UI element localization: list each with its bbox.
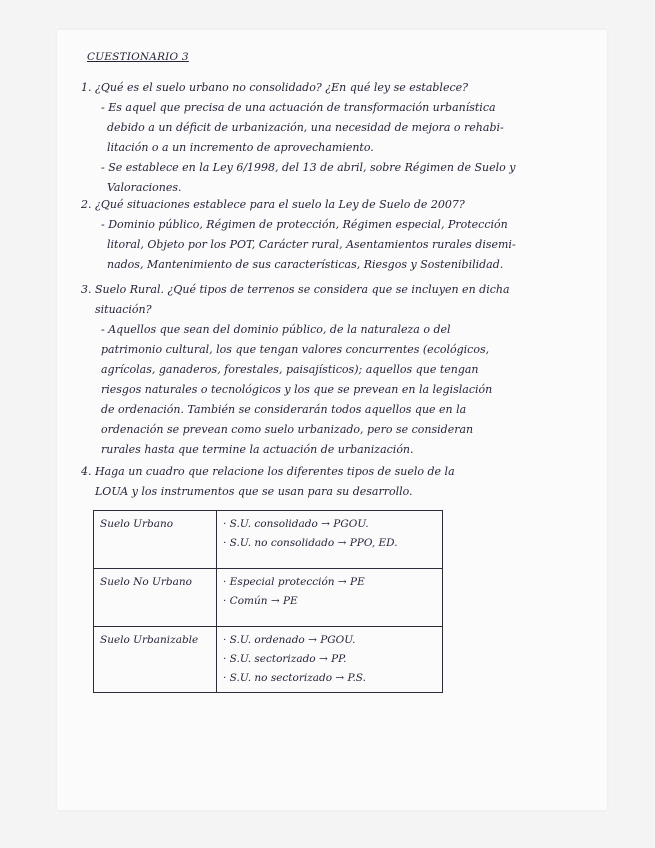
instrument-item: · S.U. no sectorizado → P.S.	[223, 672, 366, 684]
soil-type-cell: Suelo Urbano	[94, 511, 217, 569]
question-4-text: LOUA y los instrumentos que se usan para su desarrollo.	[95, 485, 413, 498]
table-row	[94, 627, 443, 693]
question-3	[81, 280, 606, 460]
answer-line: nados, Mantenimiento de sus características, Riesgos y Sostenibilidad.	[107, 258, 504, 271]
answer-line: - Se establece en la Ley 6/1998, del 13 de abril, sobre Régimen de Suelo y	[101, 161, 516, 174]
answer-line: ordenación se prevean como suelo urbanizado, pero se consideran	[101, 423, 474, 436]
soil-type-cell: Suelo Urbanizable	[94, 627, 217, 693]
answer-line: - Dominio público, Régimen de protección, Régimen especial, Protección	[101, 218, 508, 231]
answer-line: riesgos naturales o tecnológicos y los que se prevean en la legislación	[101, 383, 493, 396]
answer-line: litoral, Objeto por los POT, Carácter rural, Asentamientos rurales disemi-	[107, 238, 516, 251]
instrument-item: · S.U. ordenado → PGOU.	[223, 634, 356, 646]
instruments-cell	[217, 569, 443, 627]
notebook-page	[57, 30, 607, 810]
question-3-text: 3. Suelo Rural. ¿Qué tipos de terrenos se considera que se incluyen en dicha	[81, 283, 510, 296]
question-4	[81, 462, 606, 502]
soil-types-table	[93, 510, 443, 693]
instrument-item: · S.U. consolidado → PGOU.	[223, 518, 369, 530]
instruments-cell	[217, 627, 443, 693]
table-row	[94, 569, 443, 627]
instrument-item: · Especial protección → PE	[223, 576, 365, 588]
question-2-text: 2. ¿Qué situaciones establece para el suelo la Ley de Suelo de 2007?	[81, 198, 465, 211]
answer-line: rurales hasta que termine la actuación de urbanización.	[101, 443, 414, 456]
answer-line: debido a un déficit de urbanización, una necesidad de mejora o rehabi-	[107, 121, 504, 134]
answer-line: - Es aquel que precisa de una actuación de transformación urbanística	[101, 101, 496, 114]
answer-line: litación o a un incremento de aprovechamiento.	[107, 141, 374, 154]
question-2	[81, 195, 606, 275]
answer-line: patrimonio cultural, los que tengan valores concurrentes (ecológicos,	[101, 343, 490, 356]
instrument-item: · S.U. sectorizado → PP.	[223, 653, 347, 665]
table-row	[94, 511, 443, 569]
soil-type-cell: Suelo No Urbano	[94, 569, 217, 627]
answer-line: - Aquellos que sean del dominio público, de la naturaleza o del	[101, 323, 451, 336]
answer-line: Valoraciones.	[107, 181, 182, 194]
instrument-item: · Común → PE	[223, 595, 298, 607]
page-title: CUESTIONARIO 3	[87, 51, 189, 63]
question-3-text: situación?	[95, 303, 152, 316]
question-1-text: 1. ¿Qué es el suelo urbano no consolidado? ¿En qué ley se establece?	[81, 81, 469, 94]
question-1	[81, 78, 606, 198]
instruments-cell	[217, 511, 443, 569]
answer-line: de ordenación. También se considerarán todos aquellos que en la	[101, 403, 467, 416]
answer-line: agrícolas, ganaderos, forestales, paisajísticos); aquellos que tengan	[101, 363, 479, 376]
instrument-item: · S.U. no consolidado → PPO, ED.	[223, 537, 398, 549]
question-4-text: 4. Haga un cuadro que relacione los diferentes tipos de suelo de la	[81, 465, 455, 478]
